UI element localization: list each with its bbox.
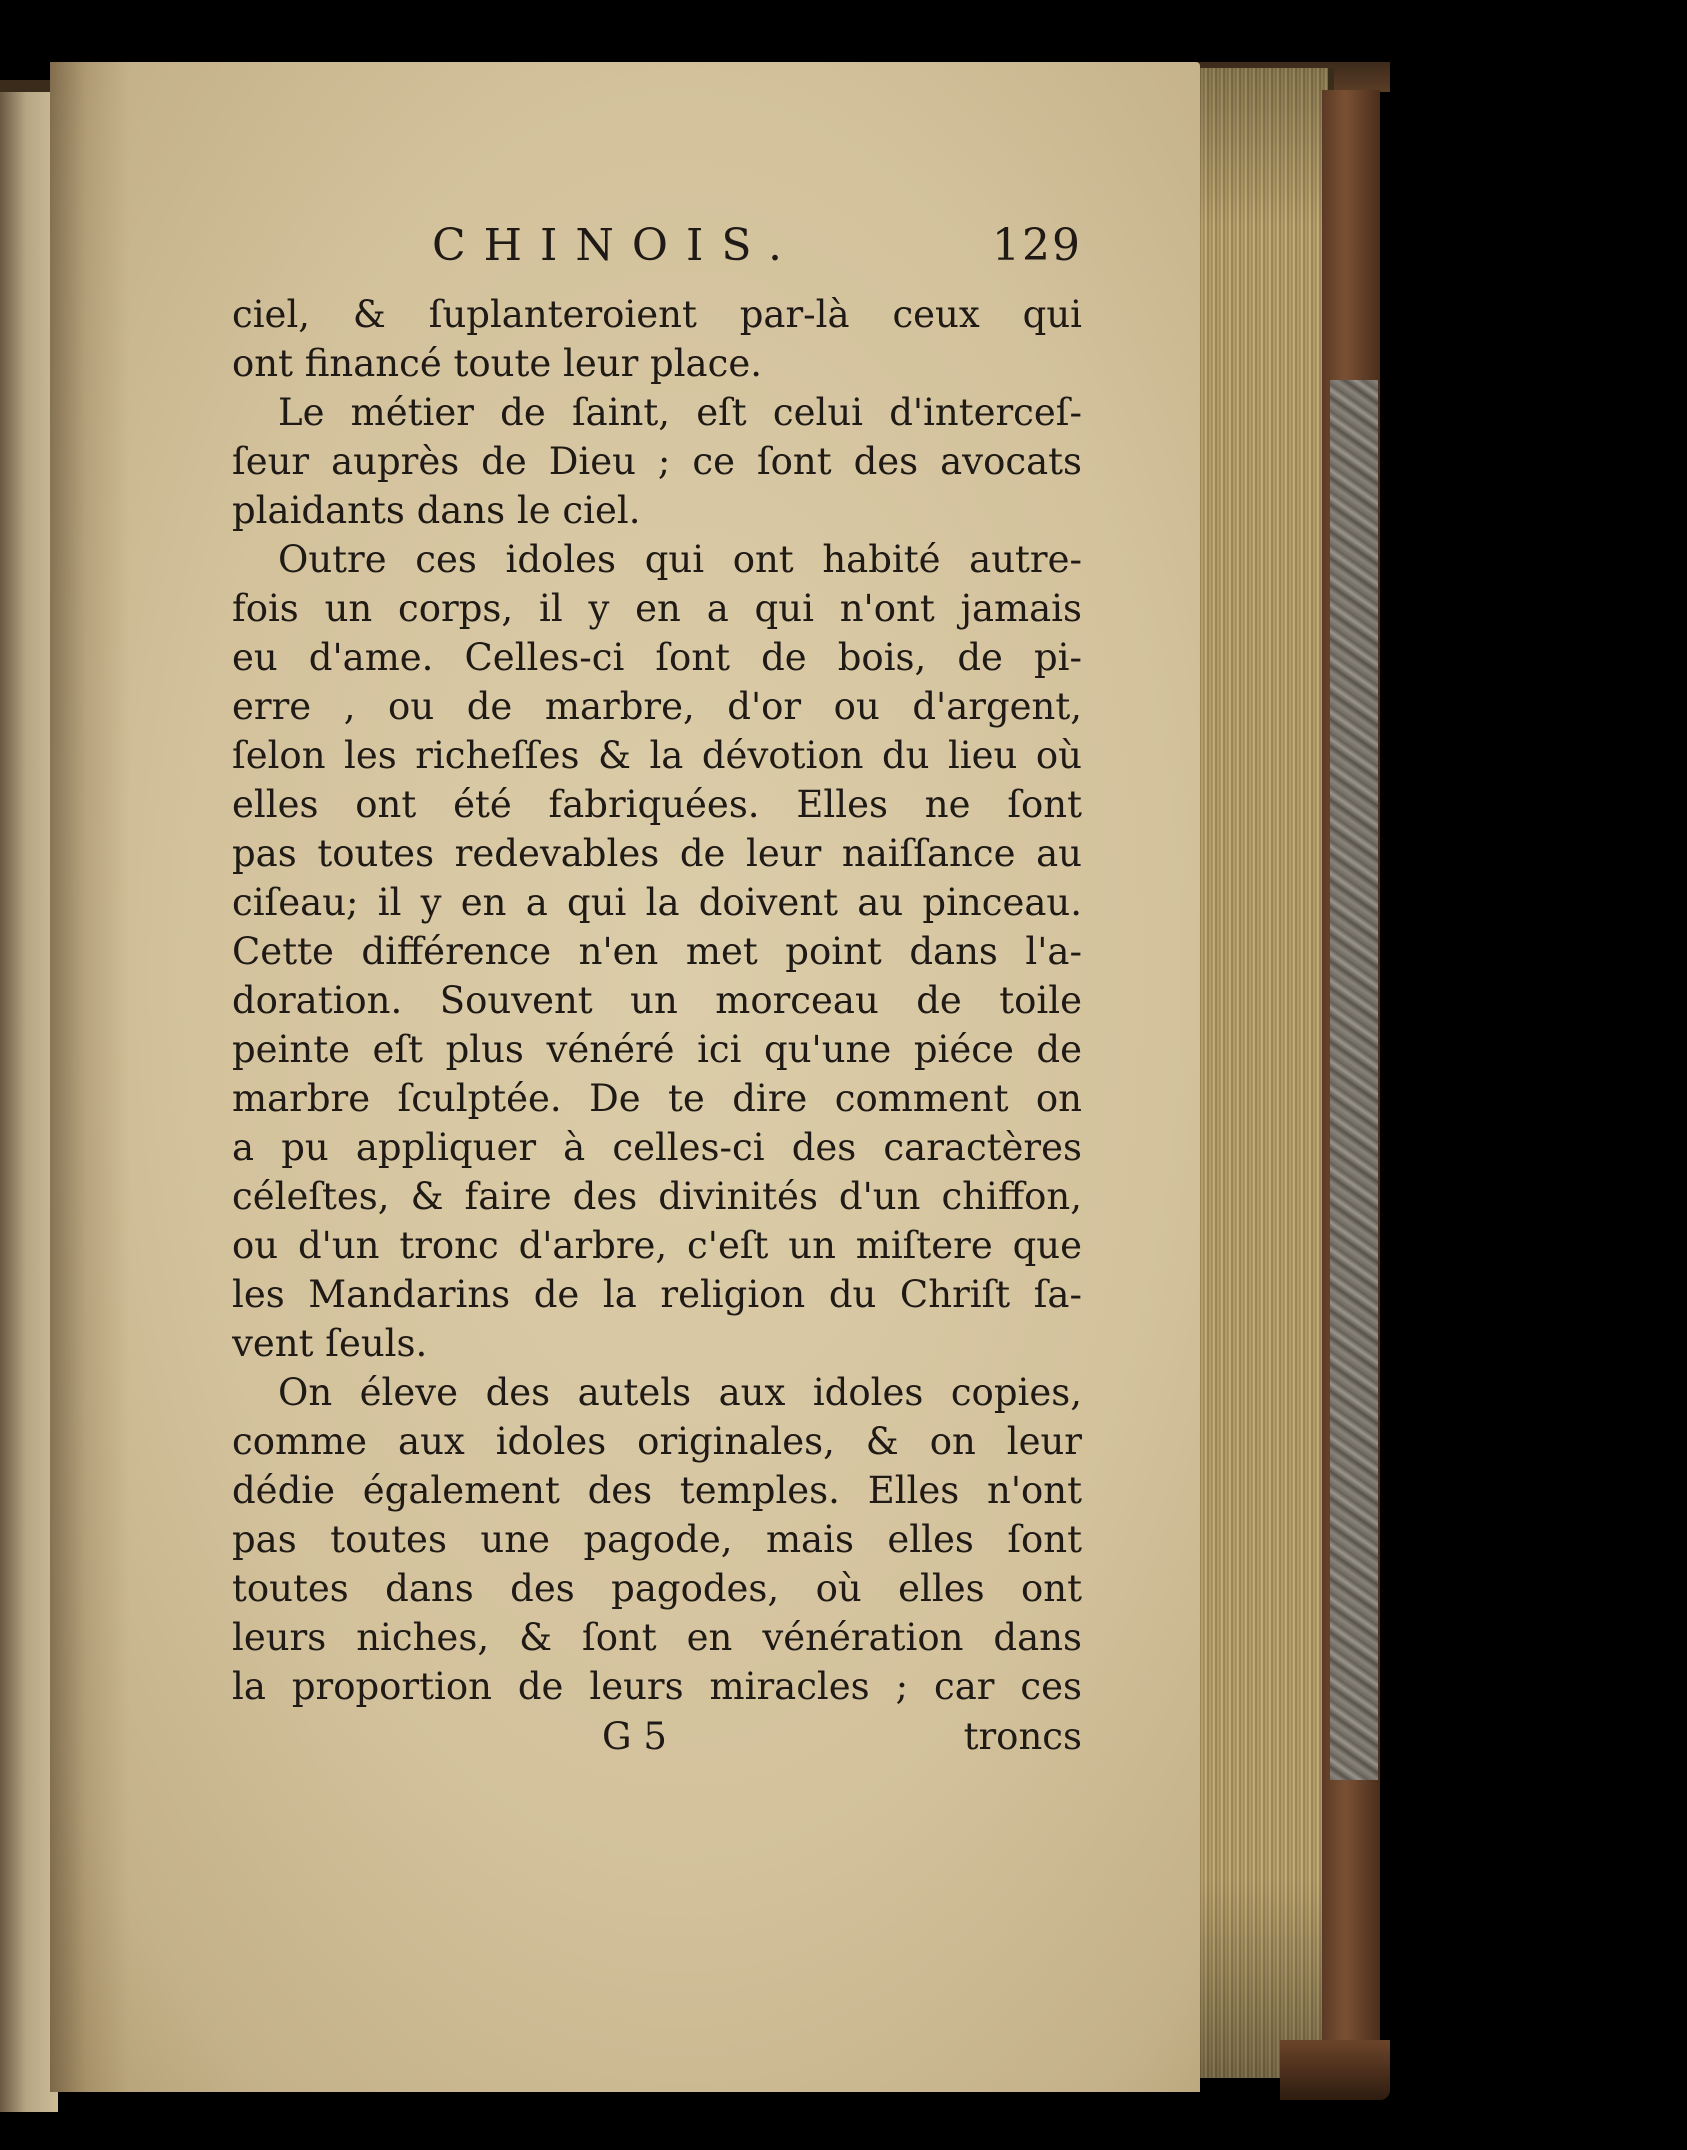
- text-line: ou d'un tronc d'arbre, c'eſt un miſtere que: [232, 1224, 1082, 1267]
- text-line: Outre ces idoles qui ont habité autre-: [278, 538, 1082, 581]
- running-title: CHINOIS.: [432, 220, 800, 271]
- text-block: [232, 220, 1082, 1775]
- text-line: pas toutes une pagode, mais elles ſont: [232, 1518, 1082, 1561]
- text-line: ciſeau; il y en a qui la doivent au pinceau.: [232, 881, 1082, 924]
- text-line: ciel, & ſuplanteroient par-là ceux qui: [232, 293, 1082, 336]
- text-line: la proportion de leurs miracles ; car ces: [232, 1665, 1082, 1708]
- page-footer: [232, 1715, 1082, 1775]
- catchword: troncs: [963, 1715, 1082, 1758]
- text-line: céleſtes, & faire des divinités d'un chiffon,: [232, 1175, 1082, 1218]
- text-line: On éleve des autels aux idoles copies,: [278, 1371, 1082, 1414]
- text-line: doration. Souvent un morceau de toile: [232, 979, 1082, 1022]
- text-line: a pu appliquer à celles-ci des caractères: [232, 1126, 1082, 1169]
- text-line: peinte eſt plus vénéré ici qu'une piéce de: [232, 1028, 1082, 1071]
- text-line: marbre ſculptée. De te dire comment on: [232, 1077, 1082, 1120]
- text-line: ont financé toute leur place.: [232, 342, 762, 385]
- text-line: eu d'ame. Celles-ci ſont de bois, de pi-: [232, 636, 1082, 679]
- marbled-board: [1330, 380, 1378, 1780]
- text-line: leurs niches, & ſont en vénération dans: [232, 1616, 1082, 1659]
- signature-mark: G 5: [602, 1715, 667, 1758]
- text-line: vent ſeuls.: [232, 1322, 428, 1365]
- running-head: [232, 220, 1082, 290]
- text-line: ſelon les richeſſes & la dévotion du lieu où: [232, 734, 1082, 777]
- text-line: dédie également des temples. Elles n'ont: [232, 1469, 1082, 1512]
- text-line: toutes dans des pagodes, où elles ont: [232, 1567, 1082, 1610]
- text-line: pas toutes redevables de leur naiſſance au: [232, 832, 1082, 875]
- gutter-shadow: [50, 62, 130, 2092]
- text-line: les Mandarins de la religion du Chriſt ſa-: [232, 1273, 1082, 1316]
- page-number: 129: [992, 220, 1082, 271]
- text-line: Cette différence n'en met point dans l'a-: [232, 930, 1082, 973]
- text-line: fois un corps, il y en a qui n'ont jamais: [232, 587, 1082, 630]
- text-line: elles ont été fabriquées. Elles ne ſont: [232, 783, 1082, 826]
- text-line: ſeur auprès de Dieu ; ce ſont des avocats: [232, 440, 1082, 483]
- text-line: comme aux idoles originales, & on leur: [232, 1420, 1082, 1463]
- cover-corner: [1280, 2040, 1390, 2100]
- text-line: plaidants dans le ciel.: [232, 489, 641, 532]
- text-line: Le métier de ſaint, eſt celui d'interceſ-: [278, 391, 1082, 434]
- text-line: erre , ou de marbre, d'or ou d'argent,: [232, 685, 1082, 728]
